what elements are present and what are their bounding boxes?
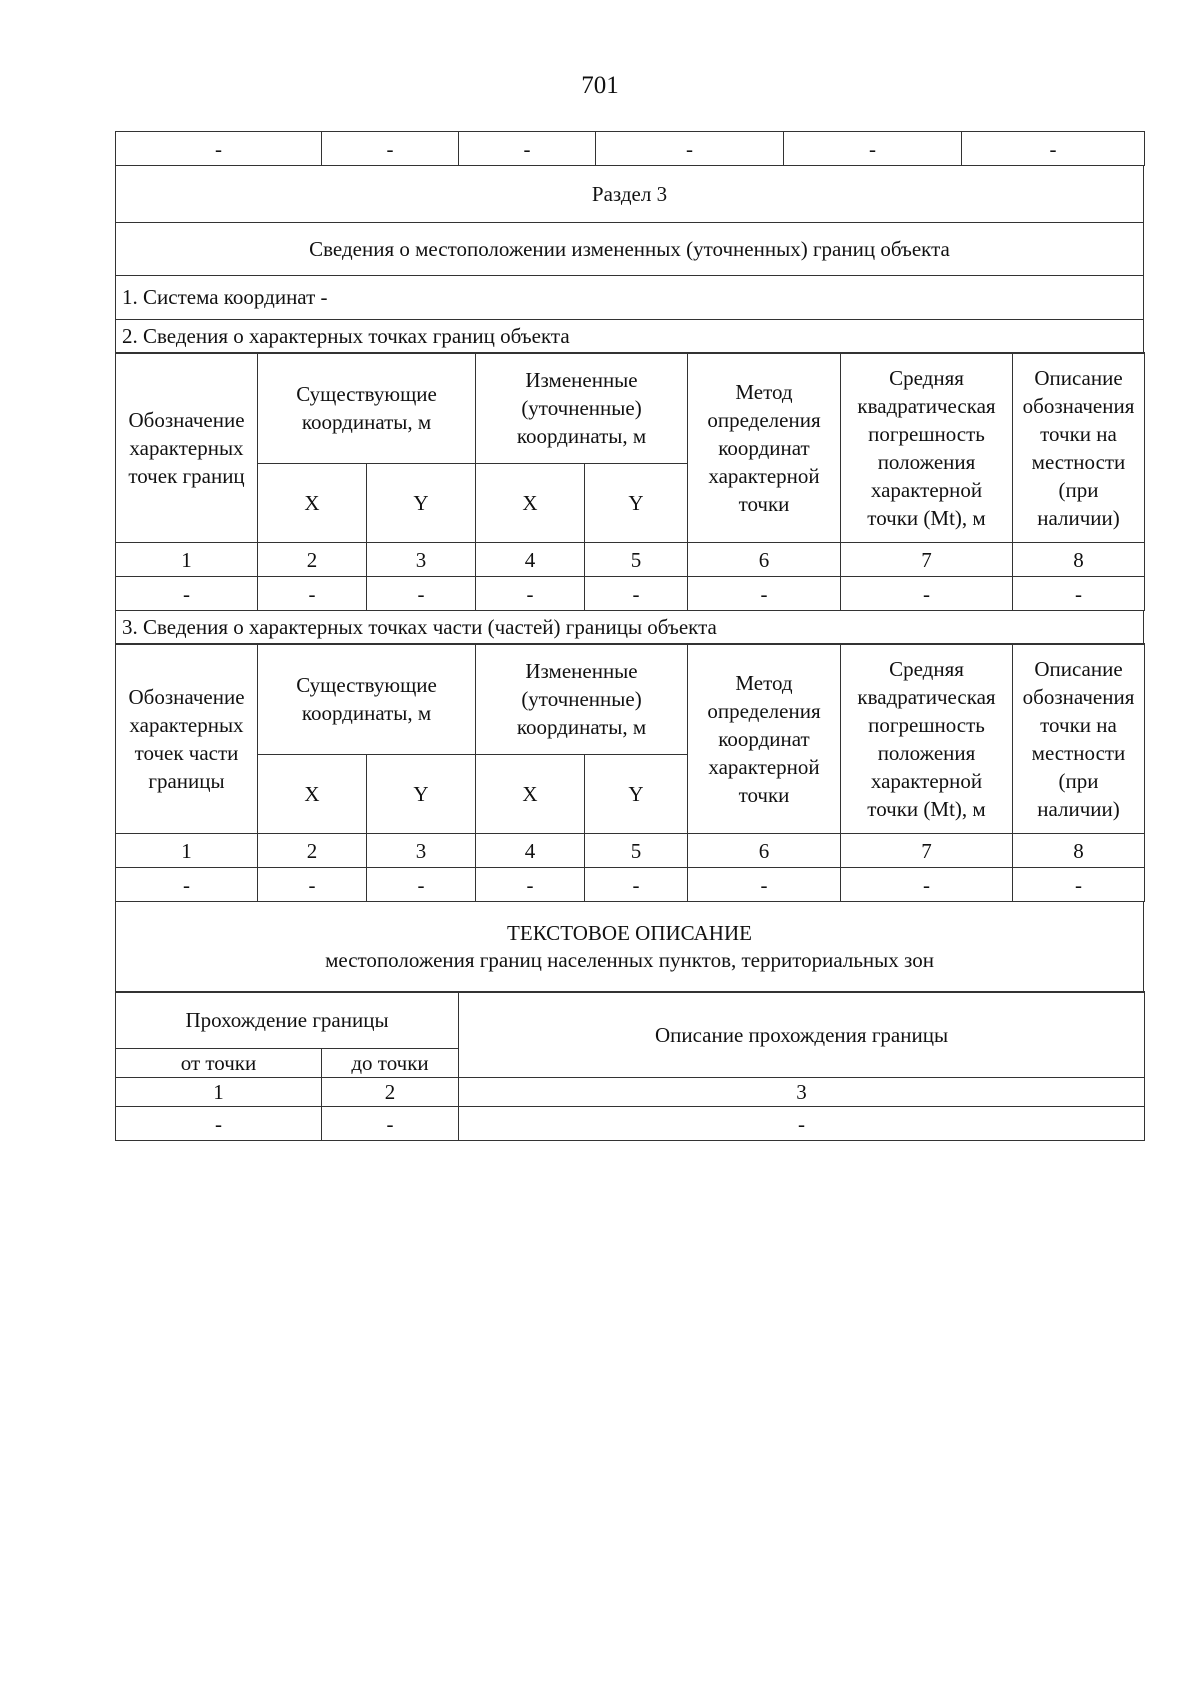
- dash-cell: -: [1013, 868, 1145, 902]
- dash-cell: -: [585, 868, 688, 902]
- dash-cell: -: [322, 1107, 459, 1141]
- mean-error-header: Средняя квадратическая погрешность положения характерной точки (Mt), м: [841, 353, 1013, 543]
- point-designation-header: Обозначение характерных точек границ: [116, 353, 258, 543]
- point-description-header: Описание обозначения точки на местности (при наличии): [1013, 644, 1145, 834]
- column-number: 6: [688, 543, 841, 577]
- text-description-title: ТЕКСТОВОЕ ОПИСАНИЕ: [507, 920, 752, 945]
- dash-cell: -: [258, 577, 367, 611]
- to-point-header: до точки: [322, 1049, 459, 1078]
- x-header: X: [476, 464, 585, 543]
- column-number: 7: [841, 834, 1013, 868]
- table-row: [116, 577, 1145, 611]
- dash-cell: -: [116, 1107, 322, 1141]
- document-body: [115, 131, 1144, 1141]
- existing-coords-header: Существующие координаты, м: [258, 644, 476, 755]
- dash-cell: -: [367, 868, 476, 902]
- existing-coords-header: Существующие координаты, м: [258, 353, 476, 464]
- section-header-table: [115, 165, 1144, 354]
- part2-heading: 2. Сведения о характерных точках границ объекта: [116, 319, 1144, 353]
- table-row: [116, 868, 1145, 902]
- table-row: [116, 1107, 1145, 1141]
- text-description-heading: [116, 901, 1144, 992]
- column-number: 8: [1013, 834, 1145, 868]
- column-number: 7: [841, 543, 1013, 577]
- column-number: 6: [688, 834, 841, 868]
- from-point-header: от точки: [116, 1049, 322, 1078]
- column-number: 2: [258, 543, 367, 577]
- method-header: Метод определения координат характерной точки: [688, 644, 841, 834]
- part3-heading: 3. Сведения о характерных точках части (частей) границы объекта: [116, 610, 1144, 644]
- column-number: 1: [116, 1078, 322, 1107]
- dash-cell: -: [116, 132, 322, 166]
- dash-cell: -: [688, 868, 841, 902]
- dash-cell: -: [841, 868, 1013, 902]
- mean-error-header: Средняя квадратическая погрешность положения характерной точки (Mt), м: [841, 644, 1013, 834]
- x-header: X: [476, 755, 585, 834]
- dash-cell: -: [962, 132, 1145, 166]
- text-description-subtitle: местоположения границ населенных пунктов, территориальных зон: [325, 947, 934, 972]
- column-number: 4: [476, 543, 585, 577]
- boundary-passage-header: Прохождение границы: [116, 992, 459, 1049]
- continuation-row: [116, 132, 1145, 166]
- column-number: 2: [258, 834, 367, 868]
- dash-cell: -: [476, 577, 585, 611]
- y-header: Y: [585, 755, 688, 834]
- dash-cell: -: [322, 132, 459, 166]
- column-number: 3: [367, 543, 476, 577]
- column-number: 3: [459, 1078, 1145, 1107]
- section-label: Раздел 3: [116, 165, 1144, 222]
- column-number: 3: [367, 834, 476, 868]
- part2-points-table: [115, 352, 1145, 611]
- column-number: 1: [116, 543, 258, 577]
- column-number: 8: [1013, 543, 1145, 577]
- continuation-table: [115, 131, 1145, 166]
- y-header: Y: [585, 464, 688, 543]
- y-header: Y: [367, 464, 476, 543]
- changed-coords-header: Измененные (уточненные) координаты, м: [476, 644, 688, 755]
- x-header: X: [258, 755, 367, 834]
- column-number: 1: [116, 834, 258, 868]
- page-number: 701: [581, 72, 619, 99]
- dash-cell: -: [258, 868, 367, 902]
- dash-cell: -: [459, 1107, 1145, 1141]
- column-number: 5: [585, 834, 688, 868]
- dash-cell: -: [784, 132, 962, 166]
- boundary-passage-table: [115, 991, 1145, 1141]
- changed-coords-header: Измененные (уточненные) координаты, м: [476, 353, 688, 464]
- part3-heading-table: [115, 610, 1144, 645]
- text-description-header-table: [115, 901, 1144, 993]
- column-number: 5: [585, 543, 688, 577]
- part3-points-table: [115, 643, 1145, 902]
- column-number: 4: [476, 834, 585, 868]
- dash-cell: -: [367, 577, 476, 611]
- x-header: X: [258, 464, 367, 543]
- dash-cell: -: [596, 132, 784, 166]
- column-number: 2: [322, 1078, 459, 1107]
- coordinate-system: 1. Система координат -: [116, 275, 1144, 319]
- column-number-row: [116, 834, 1145, 868]
- column-number-row: [116, 1078, 1145, 1107]
- dash-cell: -: [688, 577, 841, 611]
- dash-cell: -: [116, 868, 258, 902]
- column-number-row: [116, 543, 1145, 577]
- dash-cell: -: [116, 577, 258, 611]
- point-designation-header: Обозначение характерных точек части границы: [116, 644, 258, 834]
- dash-cell: -: [476, 868, 585, 902]
- point-description-header: Описание обозначения точки на местности (при наличии): [1013, 353, 1145, 543]
- section-title: Сведения о местоположении измененных (уточненных) границ объекта: [116, 222, 1144, 275]
- dash-cell: -: [459, 132, 596, 166]
- dash-cell: -: [1013, 577, 1145, 611]
- passage-description-header: Описание прохождения границы: [459, 992, 1145, 1078]
- dash-cell: -: [585, 577, 688, 611]
- dash-cell: -: [841, 577, 1013, 611]
- y-header: Y: [367, 755, 476, 834]
- method-header: Метод определения координат характерной точки: [688, 353, 841, 543]
